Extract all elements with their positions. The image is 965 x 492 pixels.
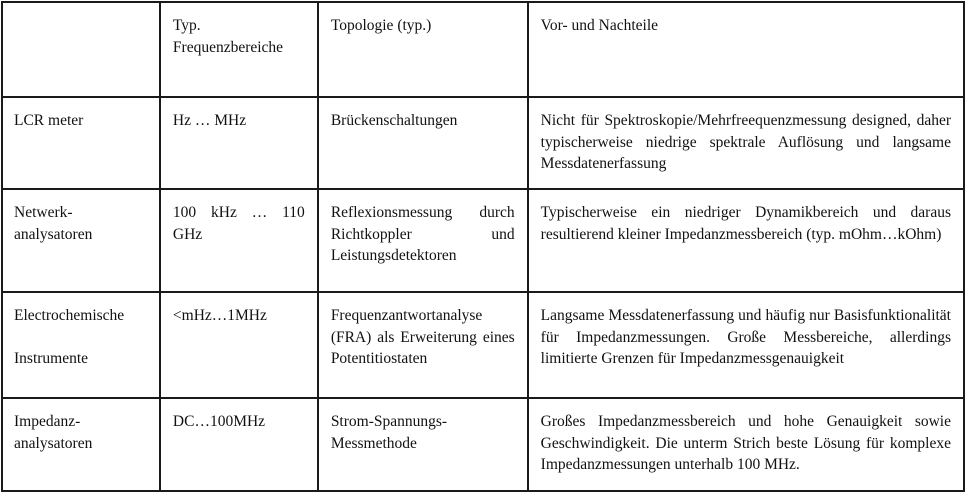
cell-topology: Brückenschaltungen bbox=[318, 97, 528, 189]
cell-topology: Frequenzantwortanalyse (FRA) als Erweiterung eines Potentitiostaten bbox=[318, 292, 528, 398]
device-line2: analysatoren bbox=[14, 225, 93, 243]
device-line1: Netwerk- bbox=[14, 204, 73, 221]
cell-frequency: 100 kHz … 110 GHz bbox=[160, 189, 318, 292]
device-line1: Electrochemische bbox=[14, 307, 125, 324]
device-line2: Instrumente bbox=[14, 349, 89, 367]
cell-device bbox=[2, 292, 160, 398]
table-row bbox=[2, 189, 964, 292]
cell-device: LCR meter bbox=[2, 97, 160, 189]
table-row bbox=[2, 292, 964, 398]
device-line2: analysatoren bbox=[14, 434, 93, 452]
header-cell-empty bbox=[2, 2, 160, 97]
cell-device bbox=[2, 189, 160, 292]
cell-topology bbox=[318, 398, 528, 491]
comparison-table bbox=[1, 1, 965, 492]
table-row bbox=[2, 97, 964, 189]
table-row bbox=[2, 398, 964, 491]
header-row bbox=[2, 2, 964, 97]
cell-frequency: <mHz…1MHz bbox=[160, 292, 318, 398]
header-cell-frequency bbox=[160, 2, 318, 97]
cell-pros-cons: Großes Impedanzmessbereich und hohe Genauigkeit sowie Geschwindigkeit. Die unterm Strich beste Lösung für komplexe Impedanzmessungen unterhalb 100 MHz. bbox=[528, 398, 964, 491]
cell-frequency: DC…100MHz bbox=[160, 398, 318, 491]
header-frequency-line2: Frequenzbereiche bbox=[172, 38, 284, 56]
header-frequency-line1: Typ. bbox=[172, 17, 201, 34]
cell-topology: Reflexionsmessung durch Richtkoppler und Leistungsdetektoren bbox=[318, 189, 528, 292]
topology-line1: Strom-Spannungs- bbox=[330, 413, 448, 430]
header-cell-topology: Topologie (typ.) bbox=[318, 2, 528, 97]
cell-frequency: Hz … MHz bbox=[160, 97, 318, 189]
cell-pros-cons: Langsame Messdatenerfassung und häufig nur Basisfunktionalität für Impedanzmessungen. Große Messbereiche, allerdings limitierte Grenzen für Impedanzmessgenauigkeit bbox=[528, 292, 964, 398]
cell-device bbox=[2, 398, 160, 491]
cell-pros-cons: Typischerweise ein niedriger Dynamikbereich und daraus resultierend kleiner Impedanzmessbereich (typ. mOhm…kOhm) bbox=[528, 189, 964, 292]
device-line1: Impedanz- bbox=[14, 413, 81, 430]
cell-pros-cons: Nicht für Spektroskopie/Mehrfreequenzmessung designed, daher typischerweise niedrige spektrale Auflösung und langsame Messdatenerfassung bbox=[528, 97, 964, 189]
topology-line2: Messmethode bbox=[330, 434, 417, 452]
header-cell-pros-cons: Vor- und Nachteile bbox=[528, 2, 964, 97]
